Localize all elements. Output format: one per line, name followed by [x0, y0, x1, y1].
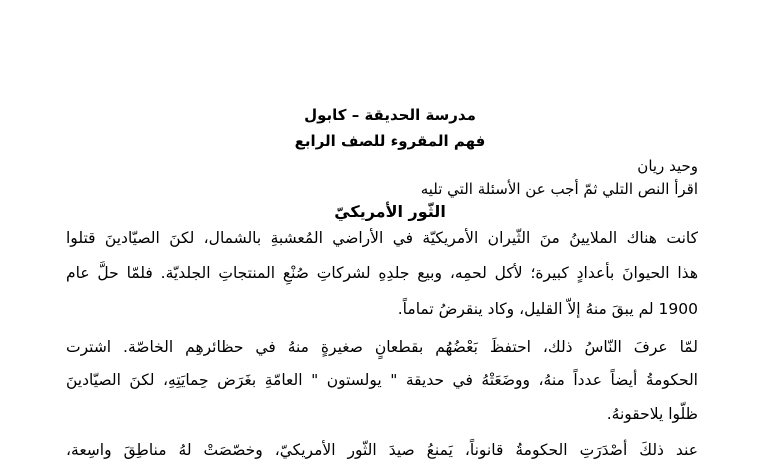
author-name: وحيد ريان	[637, 157, 698, 175]
reading-instruction: اقرأ النص التلي ثمّ أجب عن الأسئلة التي تليه	[420, 180, 698, 198]
story-line: ظلّوا يلاحقونهُ.	[606, 405, 698, 423]
story-line: هذا الحيوانَ بأعدادٍ كبيرة؛ لأكل لحمِه، وبيع جلدِهِ لشركاتِ صُنْعِ المنتجاتِ الجلديّة. فلمّا حلَّ عام	[66, 264, 698, 282]
story-line: لمّا عرفَ النّاسُ ذلك، احتفظَ بَعْضُهُم بقطعانٍ صغيرةٍ منهُ في حظائرهِم الخاصّة. اشترت	[66, 338, 698, 356]
story-line: 1900 لم يبقَ منهُ إلاّ القليل، وكاد ينقرضُ تماماً.	[397, 300, 698, 318]
document-subject: فهم المقروء للصف الرابع	[294, 132, 486, 150]
story-title: الثّور الأمريكيّ	[334, 202, 446, 221]
story-line: الحكومةُ أيضاً عدداً منهُ، ووضَعَتْهُ في حديقة " يولستون " العامّةِ بغَرَض حِمايَتِهِ، لكنَ الصيّادينَ	[66, 371, 698, 389]
story-line: كانت هناك الملايينُ منَ الثّيران الأمريكيّة في الأراضي المُعشبةِ بالشمال، لكنَ الصيّادينَ قتلوا	[66, 229, 698, 247]
story-line: عند ذلكَ أصْدَرَتِ الحكومةُ قانوناً، يَمنعُ صيدَ الثّور الأمريكيّ، وخصّصَتْ لهُ مناطِقَ واسِعة،	[66, 441, 698, 459]
school-name: مدرسة الحديقة – كابول	[304, 106, 476, 124]
